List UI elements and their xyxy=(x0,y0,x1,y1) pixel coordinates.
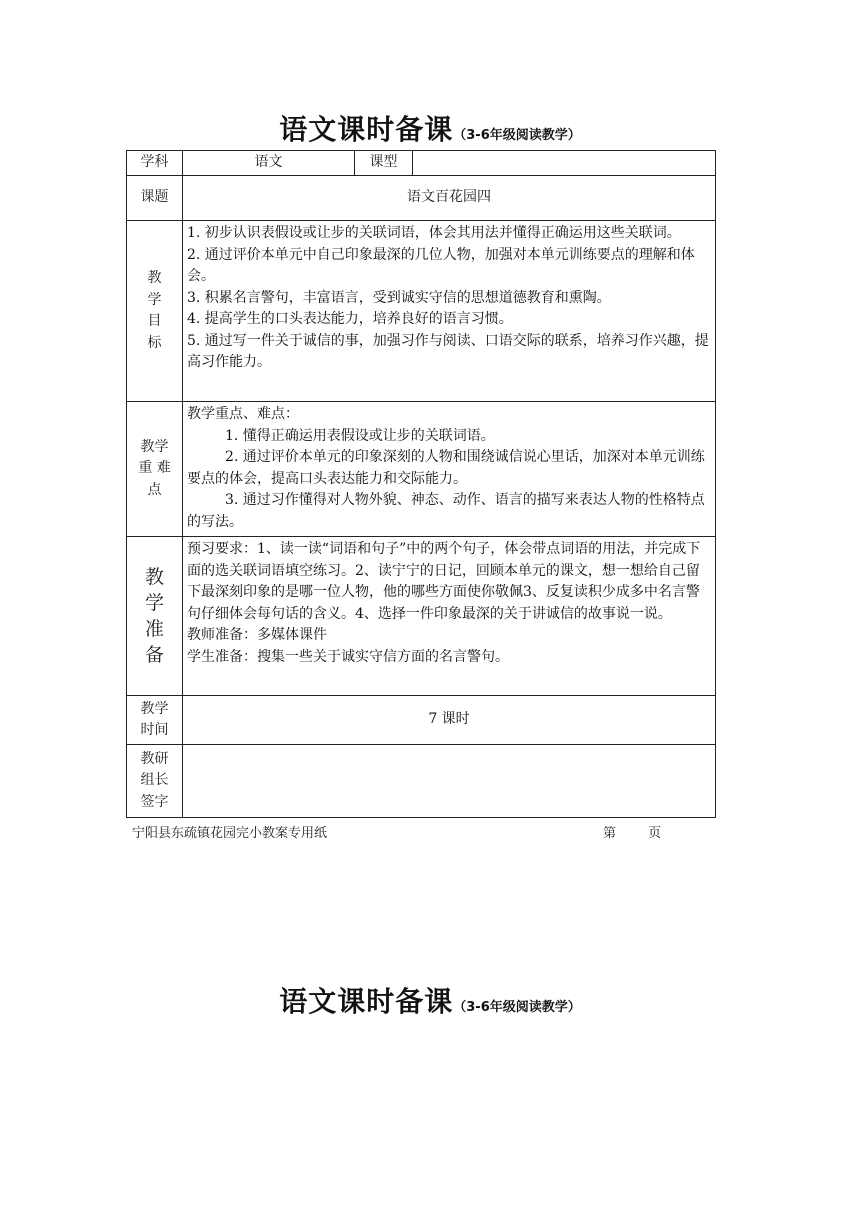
goal-item: 1. 初步认识表假设或让步的关联词语，体会其用法并懂得正确运用这些关联词。 xyxy=(187,225,681,241)
subject-label: 学科 xyxy=(127,151,183,176)
page-title xyxy=(0,108,860,148)
keypoints-heading: 教学重点、难点： xyxy=(187,406,299,422)
preparation-content xyxy=(183,537,716,696)
topic-value: 语文百花园四 xyxy=(183,176,716,221)
signature-value xyxy=(183,745,716,818)
row-time xyxy=(127,696,716,745)
lesson-plan-table xyxy=(126,150,716,818)
preparation-label: 教 学 准 备 xyxy=(127,537,183,696)
title-main: 语文课时备课 xyxy=(279,985,454,1018)
title-main: 语文课时备课 xyxy=(279,113,454,146)
topic-label: 课题 xyxy=(127,176,183,221)
teacher-preparation: 教师准备：多媒体课件 xyxy=(187,627,327,643)
type-value xyxy=(413,151,716,176)
next-page-title xyxy=(0,980,860,1020)
type-label: 课型 xyxy=(355,151,413,176)
student-preparation: 学生准备：搜集一些关于诚实守信方面的名言警句。 xyxy=(187,648,509,665)
time-value: 7 课时 xyxy=(183,696,716,745)
keypoint-item: 1. 懂得正确运用表假设或让步的关联词语。 xyxy=(225,427,495,444)
goal-item: 4. 提高学生的口头表达能力，培养良好的语言习惯。 xyxy=(187,311,513,327)
footer-page-number: 第 页 xyxy=(603,826,662,841)
row-goals xyxy=(127,221,716,402)
goal-item: 3. 积累名言警句，丰富语言，受到诚实守信的思想道德教育和熏陶。 xyxy=(187,289,611,306)
row-preparation xyxy=(127,537,716,696)
keypoints-label: 教学 重 难 点 xyxy=(127,402,183,537)
goal-item: 5. 通过写一件关于诚信的事，加强习作与阅读、口语交际的联系，培养习作兴趣，提高习作能力。 xyxy=(187,332,709,370)
time-label: 教学 时间 xyxy=(127,696,183,745)
row-topic xyxy=(127,176,716,221)
title-subtitle: （3-6年级阅读教学） xyxy=(453,128,581,143)
row-subject xyxy=(127,151,716,176)
keypoint-item: 2. 通过评价本单元的印象深刻的人物和围绕诚信说心里话，加深对本单元训练要点的体会，提高口头表达能力和交际能力。 xyxy=(187,449,705,487)
goals-content xyxy=(183,221,716,402)
keypoints-content xyxy=(183,402,716,537)
title-subtitle: （3-6年级阅读教学） xyxy=(453,1000,581,1015)
row-keypoints xyxy=(127,402,716,537)
preview-requirements: 预习要求：1、读一读“词语和句子”中的两个句子，体会带点词语的用法，并完成下面的选关联词语填空练习。2、读宁宁的日记，回顾本单元的课文，想一想给自己留下最深刻印象的是哪一位人物，他的哪些方面使你敬佩3、反复读积少成多中名言警句仔细体会每句话的含义。4、选择一件印象最深的关于讲诚信的故事说一说。 xyxy=(187,541,701,622)
footer-school: 宁阳县东疏镇花园完小教案专用纸 xyxy=(132,826,328,841)
subject-value: 语文 xyxy=(183,151,355,176)
goal-item: 2. 通过评价本单元中自己印象最深的几位人物，加强对本单元训练要点的理解和体会。 xyxy=(187,246,695,284)
signature-label: 教研 组长 签字 xyxy=(127,745,183,818)
goals-label: 教 学 目 标 xyxy=(127,221,183,402)
keypoint-item: 3. 通过习作懂得对人物外貌、神态、动作、语言的描写来表达人物的性格特点的写法。 xyxy=(187,492,705,530)
row-signature xyxy=(127,745,716,818)
